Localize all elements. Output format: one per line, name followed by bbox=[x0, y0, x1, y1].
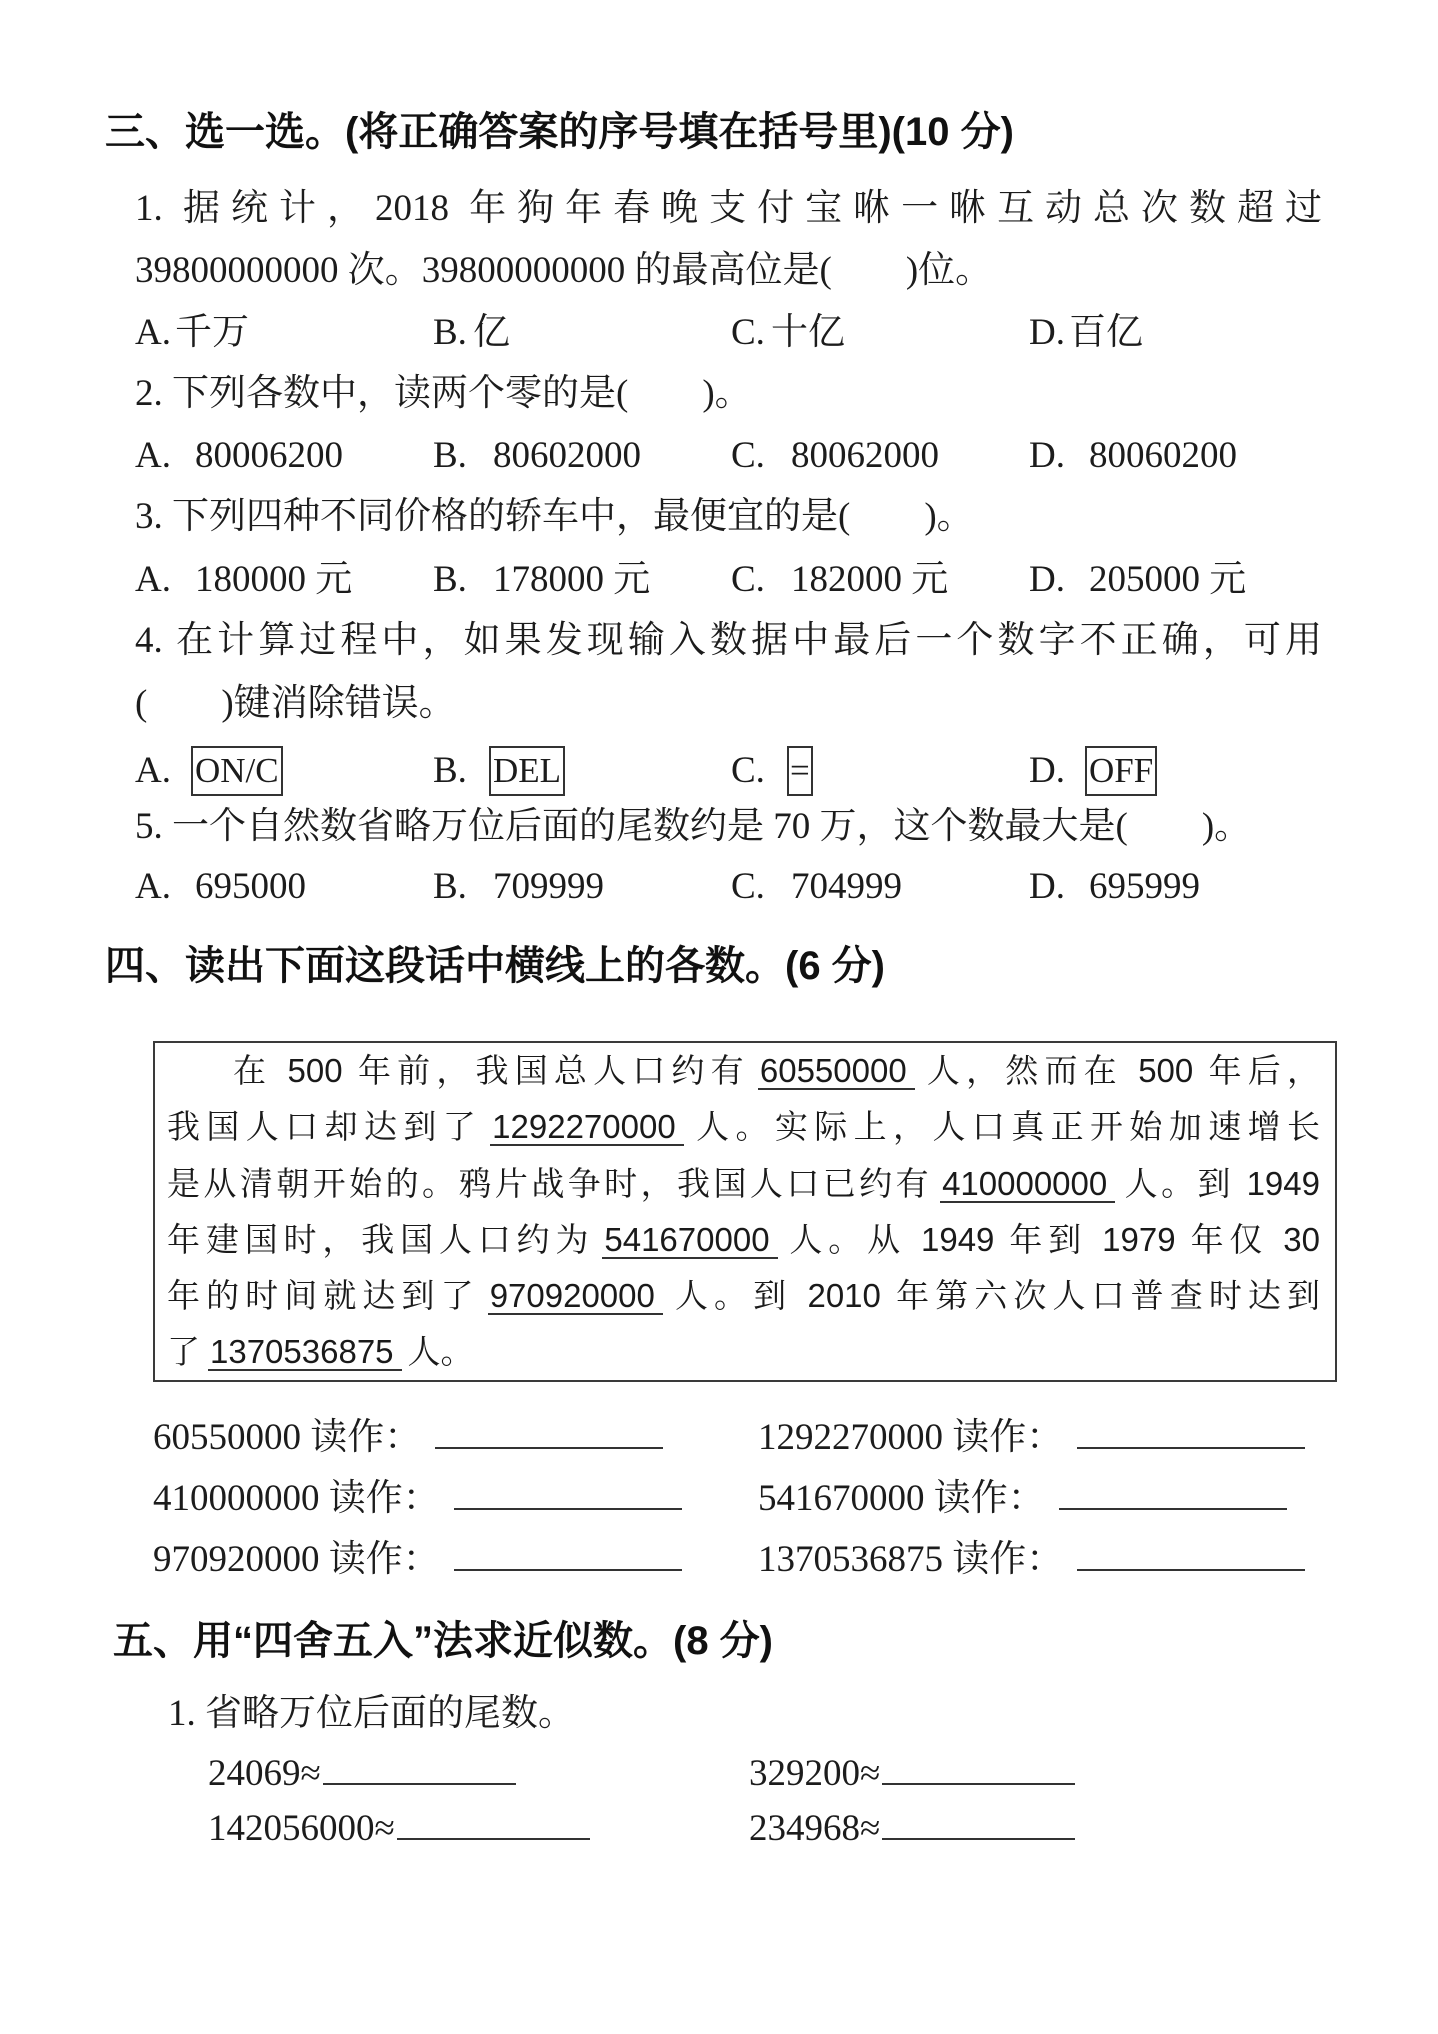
option-letter: C. bbox=[731, 866, 765, 907]
underlined-number: 970920000 bbox=[488, 1279, 663, 1315]
option-letter: C. bbox=[731, 312, 765, 353]
read-item-label: 1292270000 读作： bbox=[758, 1417, 1064, 1458]
calculator-key-del: DEL bbox=[489, 746, 565, 796]
option-a bbox=[135, 868, 433, 906]
question-1-line-1: 1. 据统计，2018 年狗年春晚支付宝咻一咻互动总次数超过 bbox=[135, 188, 1322, 229]
passage-line bbox=[167, 1268, 1320, 1324]
option-text: 80006200 bbox=[195, 435, 343, 476]
option-letter: A. bbox=[135, 312, 171, 353]
option-letter: A. bbox=[135, 750, 171, 791]
answer-blank bbox=[882, 1753, 1075, 1785]
question-5-options bbox=[135, 868, 1327, 906]
option-letter: D. bbox=[1029, 435, 1065, 476]
option-a bbox=[135, 746, 433, 796]
read-item-label: 541670000 读作： bbox=[758, 1478, 1045, 1519]
underlined-number: 410000000 bbox=[940, 1167, 1115, 1203]
option-letter: D. bbox=[1029, 312, 1065, 353]
answer-blank bbox=[1077, 1417, 1305, 1449]
read-item bbox=[153, 1417, 663, 1457]
option-letter: B. bbox=[433, 559, 467, 600]
underlined-number: 1292270000 bbox=[490, 1110, 684, 1146]
question-5-line-1: 5. 一个自然数省略万位后面的尾数约是 70 万，这个数最大是( )。 bbox=[135, 806, 1252, 847]
option-a bbox=[135, 314, 433, 352]
option-d bbox=[1029, 437, 1327, 475]
underlined-number: 541670000 bbox=[602, 1223, 777, 1259]
option-text: 709999 bbox=[493, 866, 604, 907]
option-text: 695999 bbox=[1089, 866, 1200, 907]
reading-passage-box bbox=[153, 1041, 1337, 1382]
calculator-key-on-c: ON/C bbox=[191, 746, 283, 796]
passage-line bbox=[167, 1043, 1320, 1099]
passage-line bbox=[167, 1324, 1320, 1380]
option-b bbox=[433, 561, 731, 599]
option-text: 704999 bbox=[791, 866, 902, 907]
option-text: 178000 元 bbox=[493, 559, 651, 600]
passage-text: 了 bbox=[167, 1333, 200, 1371]
approximation-expression: 24069≈ bbox=[208, 1753, 321, 1794]
passage-text: 人。到 2010 年第六次人口普查时达到 bbox=[668, 1277, 1320, 1315]
section5-sub-question: 1. 省略万位后面的尾数。 bbox=[168, 1693, 575, 1734]
option-letter: B. bbox=[433, 750, 467, 791]
question-4-line-2: ( )键消除错误。 bbox=[135, 683, 456, 724]
question-3-line-1: 3. 下列四种不同价格的轿车中，最便宜的是( )。 bbox=[135, 496, 974, 537]
answer-blank bbox=[397, 1808, 590, 1840]
approximation-expression: 234968≈ bbox=[749, 1808, 881, 1849]
passage-text: 人。从 1949 年到 1979 年仅 30 bbox=[783, 1220, 1321, 1258]
underlined-number: 60550000 bbox=[758, 1054, 915, 1090]
option-letter: C. bbox=[731, 559, 765, 600]
question-1-options bbox=[135, 314, 1327, 352]
approximation-expression: 329200≈ bbox=[749, 1753, 881, 1794]
passage-line bbox=[167, 1099, 1320, 1155]
section5-title: 五、用“四舍五入”法求近似数。(8 分) bbox=[113, 1619, 773, 1663]
passage-text: 人。 bbox=[407, 1333, 474, 1371]
option-letter: B. bbox=[433, 435, 467, 476]
approximation-item bbox=[749, 1753, 1075, 1793]
option-b bbox=[433, 437, 731, 475]
option-text: 80062000 bbox=[791, 435, 939, 476]
question-2-options bbox=[135, 437, 1327, 475]
passage-text: 我国人口却达到了 bbox=[167, 1108, 483, 1146]
option-letter: B. bbox=[433, 866, 467, 907]
option-c bbox=[731, 868, 1029, 906]
option-text: 十亿 bbox=[771, 312, 845, 353]
question-1-line-2: 39800000000 次。39800000000 的最高位是( )位。 bbox=[135, 250, 993, 291]
option-letter: D. bbox=[1029, 750, 1065, 791]
passage-text: 人，然而在 500 年后， bbox=[920, 1052, 1320, 1089]
option-c bbox=[731, 314, 1029, 352]
approximation-item bbox=[749, 1808, 1075, 1848]
answer-blank bbox=[323, 1753, 516, 1785]
section3-title: 三、选一选。(将正确答案的序号填在括号里)(10 分) bbox=[105, 110, 1014, 154]
approximation-item bbox=[208, 1753, 516, 1793]
underlined-number: 1370536875 bbox=[208, 1335, 402, 1371]
answer-blank bbox=[435, 1417, 663, 1449]
option-text: 205000 元 bbox=[1089, 559, 1247, 600]
read-item bbox=[758, 1417, 1305, 1457]
answer-blank bbox=[454, 1539, 682, 1571]
question-4-line-1: 4. 在计算过程中，如果发现输入数据中最后一个数字不正确，可用 bbox=[135, 620, 1322, 661]
option-b bbox=[433, 746, 731, 796]
passage-text: 是从清朝开始的。鸦片战争时，我国人口已约有 bbox=[167, 1164, 933, 1202]
option-a bbox=[135, 437, 433, 475]
option-text: 亿 bbox=[473, 312, 510, 353]
read-item-label: 970920000 读作： bbox=[153, 1539, 440, 1580]
option-letter: A. bbox=[135, 866, 171, 907]
option-text: 695000 bbox=[195, 866, 306, 907]
passage-text: 年建国时，我国人口约为 bbox=[167, 1220, 595, 1258]
passage-text: 年的时间就达到了 bbox=[167, 1277, 480, 1315]
option-c bbox=[731, 437, 1029, 475]
option-letter: A. bbox=[135, 435, 171, 476]
option-letter: D. bbox=[1029, 559, 1065, 600]
option-letter: C. bbox=[731, 750, 765, 791]
calculator-key-off: OFF bbox=[1085, 746, 1157, 796]
option-text: 180000 元 bbox=[195, 559, 353, 600]
option-text: 百亿 bbox=[1069, 312, 1143, 353]
passage-line bbox=[167, 1156, 1320, 1212]
read-item bbox=[758, 1478, 1287, 1518]
option-text: 80602000 bbox=[493, 435, 641, 476]
answer-blank bbox=[454, 1478, 682, 1510]
option-d bbox=[1029, 314, 1327, 352]
option-text: 千万 bbox=[175, 312, 249, 353]
passage-text: 人。到 1949 bbox=[1121, 1164, 1320, 1202]
answer-blank bbox=[882, 1808, 1075, 1840]
read-item bbox=[153, 1478, 682, 1518]
approximation-expression: 142056000≈ bbox=[208, 1808, 395, 1849]
option-letter: D. bbox=[1029, 866, 1065, 907]
read-item-label: 1370536875 读作： bbox=[758, 1539, 1064, 1580]
passage-line bbox=[167, 1212, 1320, 1268]
question-2-line-1: 2. 下列各数中，读两个零的是( )。 bbox=[135, 373, 752, 414]
answer-blank bbox=[1077, 1539, 1305, 1571]
calculator-key-equals: = bbox=[787, 746, 813, 796]
option-c bbox=[731, 746, 1029, 796]
question-4-options bbox=[135, 746, 1327, 796]
answer-blank bbox=[1059, 1478, 1287, 1510]
option-a bbox=[135, 561, 433, 599]
read-item bbox=[758, 1539, 1305, 1579]
approximation-item bbox=[208, 1808, 590, 1848]
read-item bbox=[153, 1539, 682, 1579]
passage-text: 在 500 年前，我国总人口约有 bbox=[233, 1052, 750, 1089]
option-d bbox=[1029, 746, 1327, 796]
option-c bbox=[731, 561, 1029, 599]
option-letter: C. bbox=[731, 435, 765, 476]
option-b bbox=[433, 868, 731, 906]
option-text: 80060200 bbox=[1089, 435, 1237, 476]
read-item-label: 60550000 读作： bbox=[153, 1417, 422, 1458]
option-b bbox=[433, 314, 731, 352]
section4-title: 四、读出下面这段话中横线上的各数。(6 分) bbox=[105, 944, 885, 988]
option-d bbox=[1029, 561, 1327, 599]
passage-text: 人。实际上，人口真正开始加速增长 bbox=[689, 1108, 1320, 1146]
option-letter: B. bbox=[433, 312, 467, 353]
option-letter: A. bbox=[135, 559, 171, 600]
option-d bbox=[1029, 868, 1327, 906]
option-text: 182000 元 bbox=[791, 559, 949, 600]
read-item-label: 410000000 读作： bbox=[153, 1478, 440, 1519]
question-3-options bbox=[135, 561, 1327, 599]
